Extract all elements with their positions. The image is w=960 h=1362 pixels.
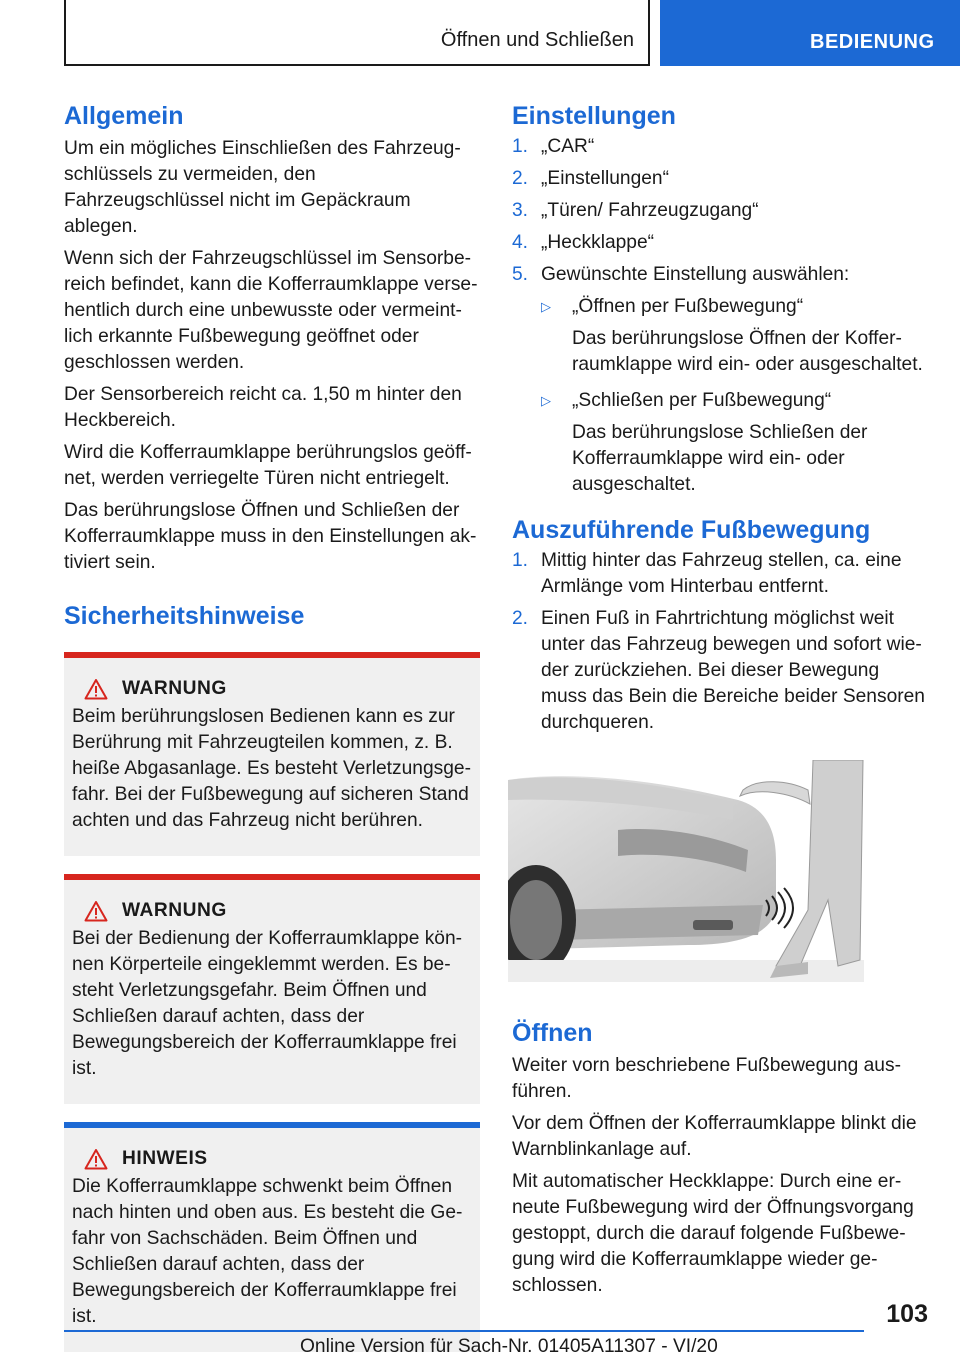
settings-steps xyxy=(512,134,928,498)
header-chapter-box xyxy=(64,0,650,66)
list-item xyxy=(512,166,928,192)
heading-oeffnen: Öffnen xyxy=(512,1019,593,1047)
notice-text: Bei der Bedienung der Kofferraumklappe können Körperteile eingeklemmt werden. Es besteht Verletzungsgefahr. Beim Öffnen und Schließen darauf achten, dass der Bewegungsbereich der Kofferraumklappe frei ist. xyxy=(72,928,463,1079)
chapter-title: Öffnen und Schließen xyxy=(440,29,634,51)
list-item xyxy=(512,198,928,224)
warning-triangle-icon xyxy=(84,678,108,700)
paragraph: Mit automatischer Heckklappe: Durch eine erneute Fußbewegung wird der Öffnungsvorgang gestoppt, durch die darauf folgende Fußbewegung wird die Kofferraumklappe wieder geschlossen. xyxy=(512,1171,914,1296)
footer-online-version: Online Version für Sach-Nr. 01405A11307 - VI/20 xyxy=(300,1336,718,1357)
heading-einstellungen: Einstellungen xyxy=(512,102,676,130)
sub-option-title: „Öffnen per Fußbewegung“ xyxy=(572,296,804,317)
step-text: „Türen/ Fahrzeugzugang“ xyxy=(541,200,759,221)
foot-steps xyxy=(512,548,928,736)
warning-box xyxy=(64,874,480,1104)
paragraph: Weiter vorn beschriebene Fußbewegung ausführen. xyxy=(512,1055,901,1102)
heading-fussbewegung: Auszuführende Fußbewegung xyxy=(512,516,871,544)
right-column xyxy=(512,100,928,1299)
footer-rule xyxy=(64,1330,864,1332)
sub-options xyxy=(541,294,928,498)
warning-triangle-icon xyxy=(84,1148,108,1170)
paragraph: Wenn sich der Fahrzeugschlüssel im Sensorbereich befindet, kann die Kofferraumklappe versehentlich durch eine unbewusste oder vermeintlich erkannte Fußbewegung geöffnet oder geschlossen werden. xyxy=(64,248,478,373)
step-text: „CAR“ xyxy=(541,136,595,157)
paragraph: Um ein mögliches Einschließen des Fahrzeugschlüssels zu vermeiden, den Fahrzeugschlüssel nicht im Gepäckraum ablegen. xyxy=(64,138,461,237)
notice-label: HINWEIS xyxy=(122,1148,208,1169)
notice-text: Die Kofferraumklappe schwenkt beim Öffnen nach hinten und oben aus. Es besteht die Gefahr von Sachschäden. Beim Öffnen und Schließen darauf achten, dass der Bewegungsbereich der Kofferraumklappe frei ist. xyxy=(72,1176,463,1327)
list-item xyxy=(512,230,928,256)
paragraph: Vor dem Öffnen der Kofferraumklappe blinkt die Warnblinkanlage auf. xyxy=(512,1113,917,1160)
list-item xyxy=(512,134,928,160)
notice-text: Beim berührungslosen Bedienen kann es zur Berührung mit Fahrzeugteilen kommen, z. B. heiße Abgasanlage. Es besteht Verletzungsgefahr. Bei der Fußbewegung auf sicheren Stand achten und das Fahrzeug nicht berühren. xyxy=(72,706,471,831)
step-number: 1. xyxy=(512,550,529,571)
car-rear-foot-gesture-illustration xyxy=(508,760,864,982)
heading-allgemein: Allgemein xyxy=(64,102,184,130)
list-item xyxy=(512,548,928,600)
paragraph: Der Sensorbereich reicht ca. 1,50 m hinter den Heckbereich. xyxy=(64,384,462,431)
list-item xyxy=(512,606,928,736)
sub-option-desc: Das berührungslose Öffnen der Kofferraumklappe wird ein- oder ausgeschaltet. xyxy=(572,328,923,375)
step-number: 3. xyxy=(512,200,529,221)
step-text: Mittig hinter das Fahrzeug stellen, ca. eine Armlänge vom Hinterbau entfernt. xyxy=(541,550,902,597)
sub-option xyxy=(541,294,928,378)
section-label: BEDIENUNG xyxy=(810,31,935,53)
step-number: 2. xyxy=(512,168,529,189)
left-column xyxy=(64,100,480,1352)
list-item xyxy=(512,262,928,498)
step-text: Einen Fuß in Fahrtrichtung möglichst weit unter das Fahrzeug bewegen und sofort wieder zurückziehen. Bei dieser Bewegung muss das Bein die Bereiche beider Sensoren durchqueren. xyxy=(541,608,925,733)
paragraph: Das berührungslose Öffnen und Schließen der Kofferraumklappe muss in den Einstellungen aktiviert sein. xyxy=(64,500,477,573)
page-number: 103 xyxy=(886,1300,928,1328)
warning-triangle-icon xyxy=(84,900,108,922)
triangle-right-icon: ▷ xyxy=(541,393,551,408)
notice-label: WARNUNG xyxy=(122,900,227,921)
notice-label: WARNUNG xyxy=(122,678,227,699)
heading-sicherheitshinweise: Sicherheitshinweise xyxy=(64,602,305,630)
step-text: „Einstellungen“ xyxy=(541,168,669,189)
step-text: „Heckklappe“ xyxy=(541,232,655,253)
step-number: 2. xyxy=(512,608,529,629)
sub-option-title: „Schließen per Fußbewegung“ xyxy=(572,390,832,411)
step-text: Gewünschte Einstellung auswählen: xyxy=(541,264,850,285)
step-number: 1. xyxy=(512,136,529,157)
step-number: 5. xyxy=(512,264,529,285)
warning-box xyxy=(64,652,480,856)
sub-option xyxy=(541,388,928,498)
hint-box xyxy=(64,1122,480,1352)
triangle-right-icon: ▷ xyxy=(541,299,551,314)
paragraph: Wird die Kofferraumklappe berührungslos geöffnet, werden verriegelte Türen nicht entriegelt. xyxy=(64,442,472,489)
sub-option-desc: Das berührungslose Schließen der Kofferraumklappe wird ein- oder ausgeschaltet. xyxy=(572,422,868,495)
step-number: 4. xyxy=(512,232,529,253)
header-section-box xyxy=(660,0,960,66)
